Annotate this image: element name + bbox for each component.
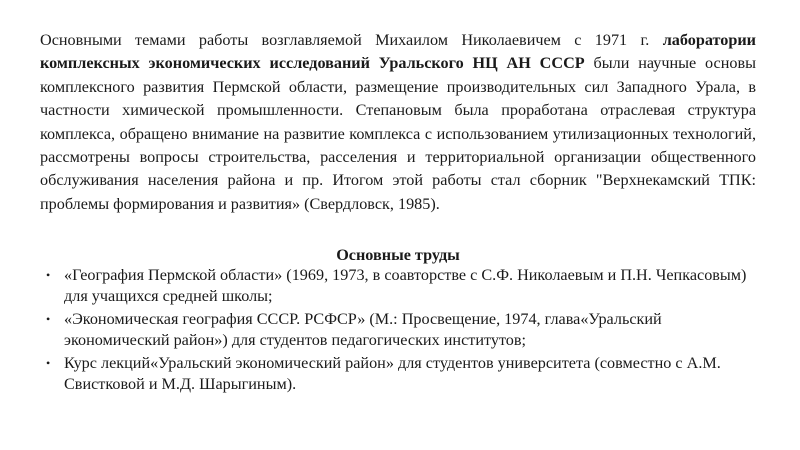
- intro-lead-text: Основными темами работы возглавляемой Михаилом Николаевичем с 1971 г.: [40, 31, 650, 49]
- intro-rest-text: были научные основы комплексного развития Пермской области, размещение производительных сил Западного Урала, в частности химической промышленности. Степановым была проработана отраслевая структура комплекса, обращено внимание на развитие комплекса с использованием утилизационных технологий, рассмотрены вопросы строительства, расселения и территориальной организации общественного обслуживания населения района и пр. Итогом этой работы стал сборник "Верхнекамский ТПК: проблемы формирования и развития» (Свердловск, 1985).: [40, 54, 757, 213]
- intro-paragraph-block: [40, 29, 756, 216]
- list-item: [40, 265, 756, 306]
- works-heading: Основные труды: [336, 246, 460, 264]
- list-item-text: «Экономическая география СССР. РСФСР» (М.: Просвещение, 1974, глава«Уральский экономический район») для студентов педагогических институтов;: [64, 310, 662, 349]
- works-list: [40, 265, 756, 398]
- bullet-icon: •: [46, 312, 51, 327]
- list-item: [40, 353, 756, 394]
- list-item-text: Курс лекций«Уральский экономический район» для студентов университета (совместно с А.М. Свистковой и М.Д. Шарыгиным).: [64, 354, 721, 393]
- list-item-text: «География Пермской области» (1969, 1973, в соавторстве с С.Ф. Николаевым и П.Н. Чепкасовым) для учащихся средней школы;: [64, 266, 747, 305]
- intro-paragraph: [40, 29, 756, 216]
- bullet-icon: •: [46, 356, 51, 371]
- laboratory-name: лаборатории комплексных экономических исследований Уральского НЦ АН СССР: [40, 31, 757, 73]
- bullet-icon: •: [46, 268, 51, 282]
- list-item: [40, 309, 756, 350]
